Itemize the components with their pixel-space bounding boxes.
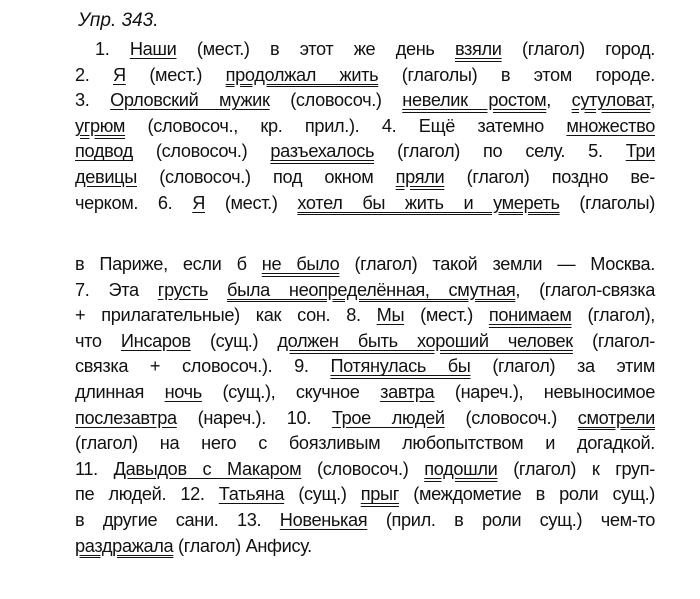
text-line: [75, 508, 655, 534]
text-line: [75, 380, 655, 406]
text-segment: (глагол) город.: [501, 39, 655, 59]
text-segment: 7. Эта: [75, 279, 158, 300]
text-segment: (глагол) такой земли — Москва.: [339, 254, 655, 274]
subject-underlined: завтра: [380, 381, 435, 402]
text-segment: (нареч.), невыносимое: [434, 381, 655, 402]
subject-underlined: Я: [192, 192, 205, 213]
text-segment: (мест.): [125, 64, 226, 85]
text-segment: 3.: [75, 90, 111, 111]
subject-underlined: Инсаров: [120, 330, 191, 351]
text-line: [75, 191, 655, 217]
text-segment: (прил. в роли сущ.) чем-то: [367, 509, 656, 530]
subject-underlined: Наши: [129, 39, 177, 59]
subject-underlined: грусть: [157, 279, 209, 300]
text-line: [75, 37, 655, 63]
text-segment: связка + словосоч.). 9.: [75, 356, 331, 377]
text-segment: [208, 280, 227, 300]
text-segment: (нареч.). 10.: [176, 407, 332, 428]
subject-underlined: Мы: [376, 305, 405, 326]
predicate-double-underlined: должен быть хороший человек: [277, 330, 573, 351]
text-paragraph-2: [75, 252, 655, 559]
predicate-double-underlined: понимаем: [488, 305, 572, 326]
text-line: [75, 114, 655, 140]
exercise-title: Упр. 343.: [78, 10, 159, 31]
text-segment: (глагол) за этим: [470, 356, 655, 377]
subject-underlined: Трое людей: [331, 407, 445, 428]
text-segment: (словосоч.): [132, 141, 271, 162]
subject-underlined: множество: [566, 115, 655, 136]
text-segment: черком. 6.: [75, 192, 193, 213]
predicate-double-underlined: сутуловат: [571, 90, 651, 111]
subject-underlined: девицы: [75, 166, 137, 187]
text-segment: (словосоч.): [444, 407, 578, 428]
text-segment: (глаголы) в этом городе.: [378, 64, 656, 85]
text-segment: ,: [546, 90, 572, 111]
subject-underlined: послезавтра: [75, 407, 177, 428]
predicate-double-underlined: прыг: [360, 484, 400, 505]
text-segment: (глагол) к груп-: [497, 458, 655, 479]
predicate-double-underlined: раздражала: [75, 535, 174, 556]
text-segment: (глагол-: [572, 330, 656, 351]
text-segment: (мест.): [404, 305, 489, 326]
text-paragraph-1: [75, 37, 655, 216]
text-segment: (глагол),: [571, 305, 655, 326]
text-segment: 2.: [75, 64, 114, 85]
predicate-double-underlined: продолжал жить: [225, 64, 379, 85]
subject-underlined: Орловский мужик: [110, 90, 270, 111]
subject-underlined: Я: [113, 64, 126, 85]
predicate-double-underlined: была неопределённая, смутная: [227, 279, 516, 300]
subject-underlined: подвод: [75, 141, 133, 162]
text-line: [75, 165, 655, 191]
text-line: [75, 63, 655, 89]
predicate-double-underlined: разъехалось: [270, 141, 375, 162]
text-segment: (глаголы): [559, 192, 655, 213]
text-line: [75, 354, 655, 380]
text-segment: (сущ.): [284, 484, 361, 505]
text-line: [75, 406, 655, 432]
text-segment: (словосоч.): [301, 458, 425, 479]
text-segment: , (глагол-связка: [515, 279, 656, 300]
text-segment: (словосоч., кр. прил.). 4. Ещё затемно: [125, 115, 567, 136]
text-line: [75, 139, 655, 165]
predicate-double-underlined: невелик ростом: [402, 90, 547, 111]
text-segment: (мест.): [205, 192, 298, 213]
text-segment: что: [75, 330, 121, 351]
text-segment: в другие сани. 13.: [75, 509, 280, 530]
text-segment: (сущ.), скучное: [201, 381, 381, 402]
predicate-double-underlined: хотел бы жить и умереть: [297, 192, 560, 213]
text-line: [75, 278, 655, 304]
text-line: [75, 457, 655, 483]
text-segment: (глагол) на него с боязливым любопытством и догадкой.: [75, 433, 655, 454]
text-segment: (глагол) по селу. 5.: [374, 141, 626, 162]
text-line: [75, 303, 655, 329]
predicate-double-underlined: угрюм: [75, 115, 126, 136]
predicate-double-underlined: подошли: [424, 458, 498, 479]
subject-underlined: Татьяна: [218, 484, 285, 505]
predicate-double-underlined: взяли: [454, 39, 502, 59]
text-segment: (глагол) поздно ве-: [444, 166, 655, 187]
text-line: [75, 534, 655, 560]
subject-underlined: Давыдов с Макаром: [113, 458, 302, 479]
text-segment: (глагол) Анфису.: [173, 535, 312, 556]
text-line: [75, 252, 655, 278]
text-segment: пе людей. 12.: [75, 484, 219, 505]
predicate-double-underlined: смотрели: [577, 407, 655, 428]
text-segment: длинная: [75, 381, 165, 402]
text-segment: (словосоч.) под окном: [136, 166, 396, 187]
text-segment: (мест.) в этот же день: [176, 39, 455, 59]
text-segment: 11.: [75, 458, 114, 479]
text-segment: (сущ.): [190, 330, 278, 351]
subject-underlined: Новенькая: [279, 509, 368, 530]
text-segment: ,: [650, 90, 656, 111]
text-segment: + прилагательные) как сон. 8.: [75, 305, 377, 326]
text-line: [75, 88, 655, 114]
text-line: [75, 482, 655, 508]
text-segment: (словосоч.): [269, 90, 403, 111]
subject-underlined: Три: [625, 141, 656, 162]
predicate-double-underlined: пряли: [395, 166, 445, 187]
subject-underlined: ночь: [164, 381, 202, 402]
predicate-double-underlined: Потянулась бы: [330, 356, 471, 377]
text-segment: (междометие в роли сущ.): [399, 484, 655, 505]
text-line: [75, 329, 655, 355]
text-segment: 1.: [95, 39, 130, 59]
predicate-double-underlined: не было: [261, 254, 340, 274]
text-segment: в Париже, если б: [75, 254, 262, 274]
text-line: [75, 431, 655, 457]
